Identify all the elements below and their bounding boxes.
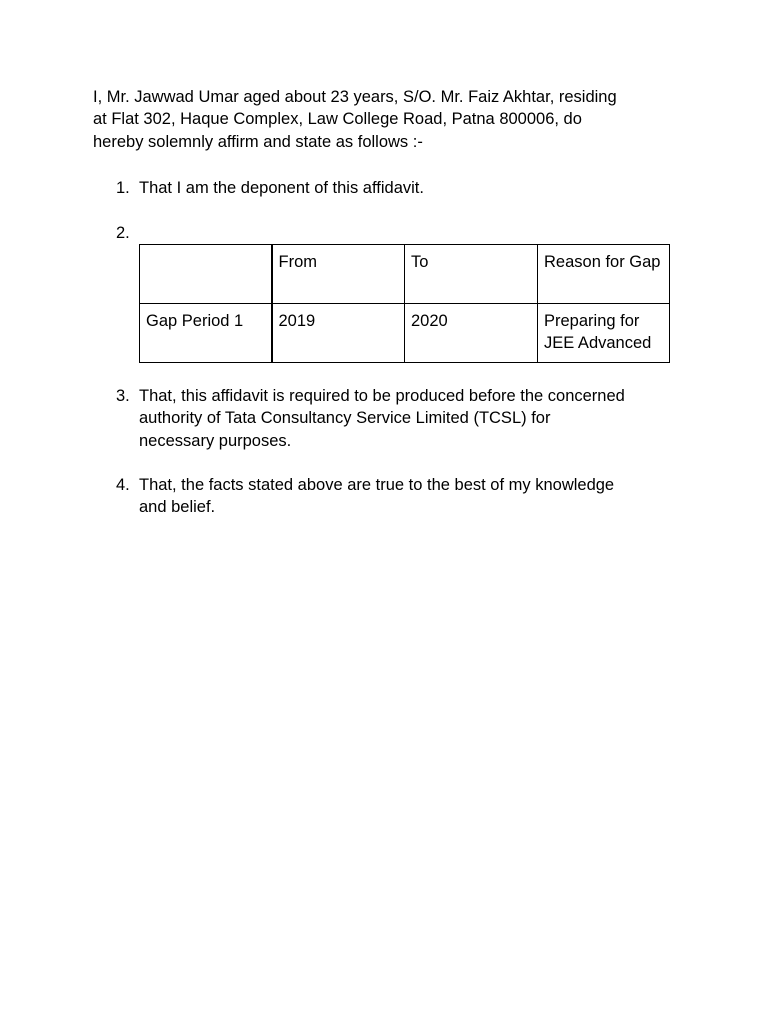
affidavit-intro-paragraph: [93, 86, 693, 153]
list-item-text: [139, 474, 699, 519]
list-item-number: 2.: [116, 224, 130, 242]
list-item-line: necessary purposes.: [139, 431, 292, 450]
table-row: [140, 304, 670, 363]
table-cell: 2019: [272, 304, 405, 363]
list-item-number: 1.: [116, 179, 130, 197]
list-item-text: [139, 177, 699, 199]
table-header-cell: To: [405, 245, 538, 304]
list-item-line: That, the facts stated above are true to the best of my knowledge: [139, 476, 615, 494]
table-header-cell: [140, 245, 272, 304]
list-item-line: That, this affidavit is required to be produced before the concerned: [139, 387, 625, 405]
table-cell: 2020: [405, 304, 538, 363]
list-item-line: authority of Tata Consultancy Service Limited (TCSL) for: [139, 409, 551, 428]
list-item-line: and belief.: [139, 498, 216, 517]
list-item-line: That I am the deponent of this affidavit.: [139, 179, 424, 197]
table-cell: Preparing for JEE Advanced: [538, 304, 670, 363]
list-item-number: 4.: [116, 476, 130, 494]
intro-line: hereby solemnly affirm and state as follows :-: [93, 132, 423, 151]
gap-period-table: [139, 244, 670, 363]
table-header-row: [140, 245, 670, 304]
table-header-cell: Reason for Gap: [538, 245, 670, 304]
intro-line: at Flat 302, Haque Complex, Law College Road, Patna 800006, do: [93, 110, 582, 129]
table-cell: Gap Period 1: [140, 304, 272, 363]
list-item-number: 3.: [116, 387, 130, 405]
intro-line: I, Mr. Jawwad Umar aged about 23 years, S/O. Mr. Faiz Akhtar, residing: [93, 88, 617, 106]
table-header-cell: From: [272, 245, 405, 304]
list-item-text: [139, 385, 699, 452]
